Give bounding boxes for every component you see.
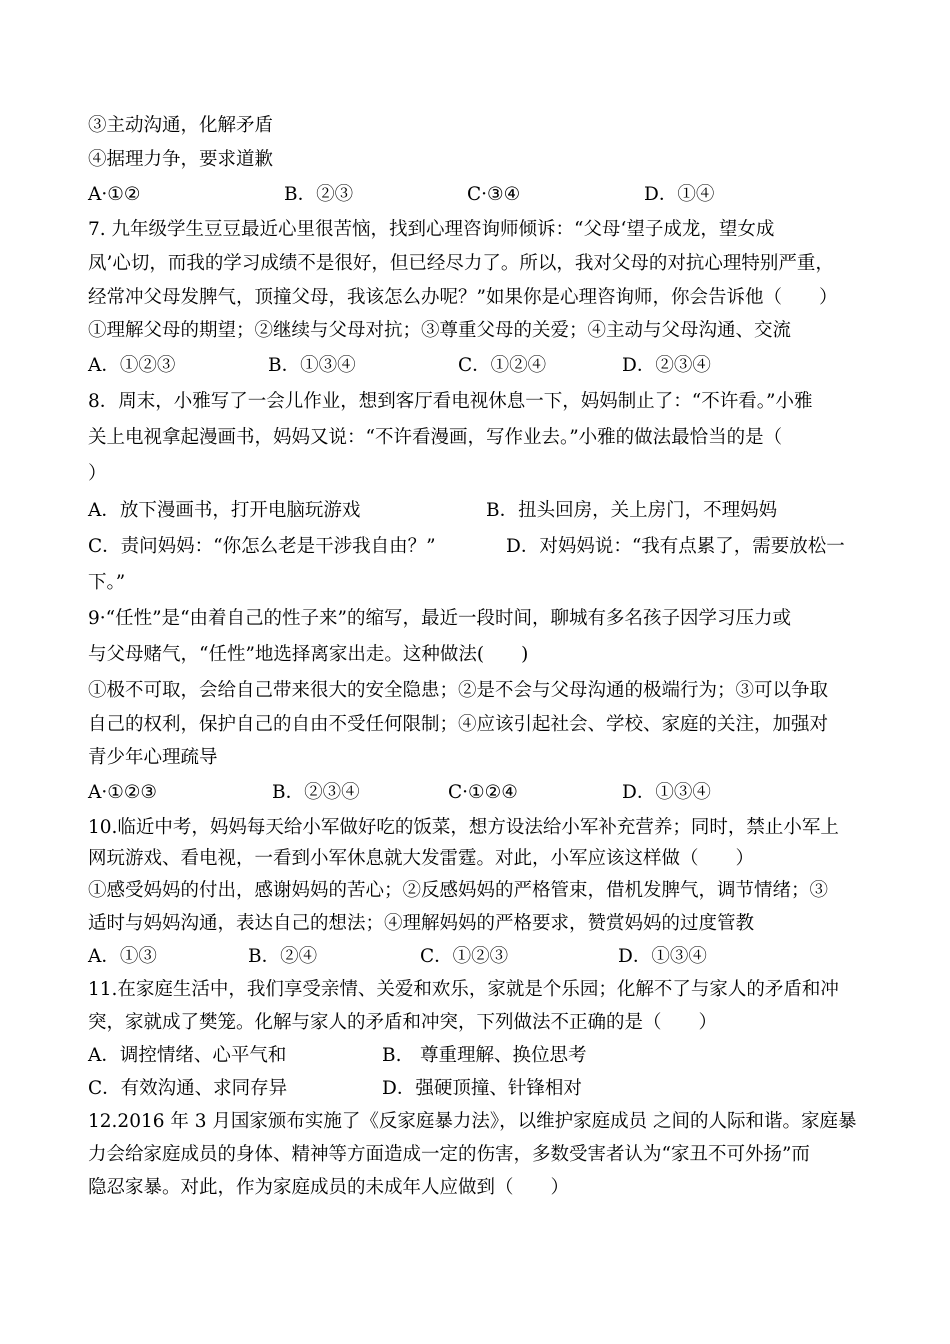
q10-option-c: C．①②③: [420, 946, 509, 967]
q6-statement-4: ④据理力争，要求道歉: [88, 149, 274, 170]
q6-option-a: A·①②: [88, 184, 141, 205]
q8-option-d-continued: 下。”: [88, 572, 126, 593]
q8-option-b: B．扭头回房，关上房门，不理妈妈: [486, 500, 778, 521]
q9-option-c: C·①②④: [448, 782, 518, 803]
q9-stem-line-2: 与父母赌气，“任性”地选择离家出走。这种做法( ): [88, 644, 529, 665]
q6-option-d: D．①④: [644, 184, 715, 205]
q6-statement-3: ③主动沟通，化解矛盾: [88, 115, 274, 136]
q10-option-b: B．②④: [248, 946, 318, 967]
q6-option-c: C·③④: [467, 184, 521, 205]
q10-option-a: A．①③: [88, 946, 157, 967]
q11-option-b: B. 尊重理解、换位思考: [382, 1045, 587, 1066]
q11-option-a: A．调控情绪、心平气和: [88, 1045, 287, 1066]
q9-statements-line-1: ①极不可取，会给自己带来很大的安全隐患；②是不会与父母沟通的极端行为；③可以争取: [88, 680, 829, 701]
q12-stem-line-2: 力会给家庭成员的身体、精神等方面造成一定的伤害，多数受害者认为“家丑不可外扬”而: [88, 1144, 810, 1165]
q9-option-a: A·①②③: [88, 782, 157, 803]
q12-stem-line-3: 隐忍家暴。对此，作为家庭成员的未成年人应做到（ ）: [88, 1177, 570, 1198]
q11-stem-line-1: 11.在家庭生活中，我们享受亲情、关爱和欢乐，家就是个乐园；化解不了与家人的矛盾和冲: [88, 979, 839, 1000]
q8-option-c: C．责问妈妈：“你怎么老是干涉我自由？”: [88, 536, 436, 557]
q10-option-d: D．①③④: [618, 946, 707, 967]
q7-option-a: A．①②③: [88, 355, 176, 376]
q7-stem-line-2: 凤’心切，而我的学习成绩不是很好，但已经尽力了。所以，我对父母的对抗心理特别严重，: [88, 253, 834, 274]
q7-stem-line-1: 7. 九年级学生豆豆最近心里很苦恼，找到心理咨询师倾诉：“父母‘望子成龙，望女成: [88, 219, 775, 240]
q8-option-a: A．放下漫画书，打开电脑玩游戏: [88, 500, 361, 521]
q9-statements-line-2: 自己的权利，保护自己的自由不受任何限制；④应该引起社会、学校、家庭的关注，加强对: [88, 714, 829, 735]
q7-option-b: B．①③④: [268, 355, 356, 376]
q7-option-d: D．②③④: [622, 355, 711, 376]
q9-option-b: B．②③④: [272, 782, 360, 803]
q8-stem-line-3: ）: [88, 463, 107, 484]
q9-option-d: D．①③④: [622, 782, 711, 803]
q8-stem-line-1: 8．周末，小雅写了一会儿作业，想到客厅看电视休息一下，妈妈制止了：“不许看。”小雅: [88, 391, 813, 412]
q10-stem-line-2: 网玩游戏、看电视，一看到小军休息就大发雷霆。对此，小军应该这样做（ ）: [88, 848, 755, 869]
q11-stem-line-2: 突，家就成了樊笼。化解与家人的矛盾和冲突，下列做法不正确的是（ ）: [88, 1012, 718, 1033]
q7-stem-line-3: 经常冲父母发脾气，顶撞父母，我该怎么办呢？”如果你是心理咨询师，你会告诉他（ ）: [88, 287, 838, 308]
q8-option-d: D．对妈妈说：“我有点累了，需要放松一: [506, 536, 845, 557]
q7-option-c: C．①②④: [458, 355, 547, 376]
q6-option-b: B．②③: [284, 184, 354, 205]
q12-stem-line-1: 12.2016 年 3 月国家颁布实施了《反家庭暴力法》，以维护家庭成员 之间的人际和谐。家庭暴: [88, 1111, 857, 1132]
q7-statements: ①理解父母的期望；②继续与父母对抗；③尊重父母的关爱；④主动与父母沟通、交流: [88, 320, 792, 341]
q10-statements-line-1: ①感受妈妈的付出，感谢妈妈的苦心；②反感妈妈的严格管束，借机发脾气，调节情绪；③: [88, 880, 829, 901]
q10-statements-line-2: 适时与妈妈沟通，表达自己的想法；④理解妈妈的严格要求，赞赏妈妈的过度管教: [88, 913, 755, 934]
q10-stem-line-1: 10.临近中考，妈妈每天给小军做好吃的饭菜，想方设法给小军补充营养；同时，禁止小军上: [88, 817, 839, 838]
q11-option-d: D．强硬顶撞、针锋相对: [382, 1078, 582, 1099]
q11-option-c: C．有效沟通、求同存异: [88, 1078, 288, 1099]
q8-stem-line-2: 关上电视拿起漫画书，妈妈又说：“不许看漫画，写作业去。”小雅的做法最恰当的是（: [88, 427, 783, 448]
q9-stem-line-1: 9·“任性”是“由着自己的性子来”的缩写，最近一段时间，聊城有多名孩子因学习压力或: [88, 608, 791, 629]
q9-statements-line-3: 青少年心理疏导: [88, 747, 218, 768]
